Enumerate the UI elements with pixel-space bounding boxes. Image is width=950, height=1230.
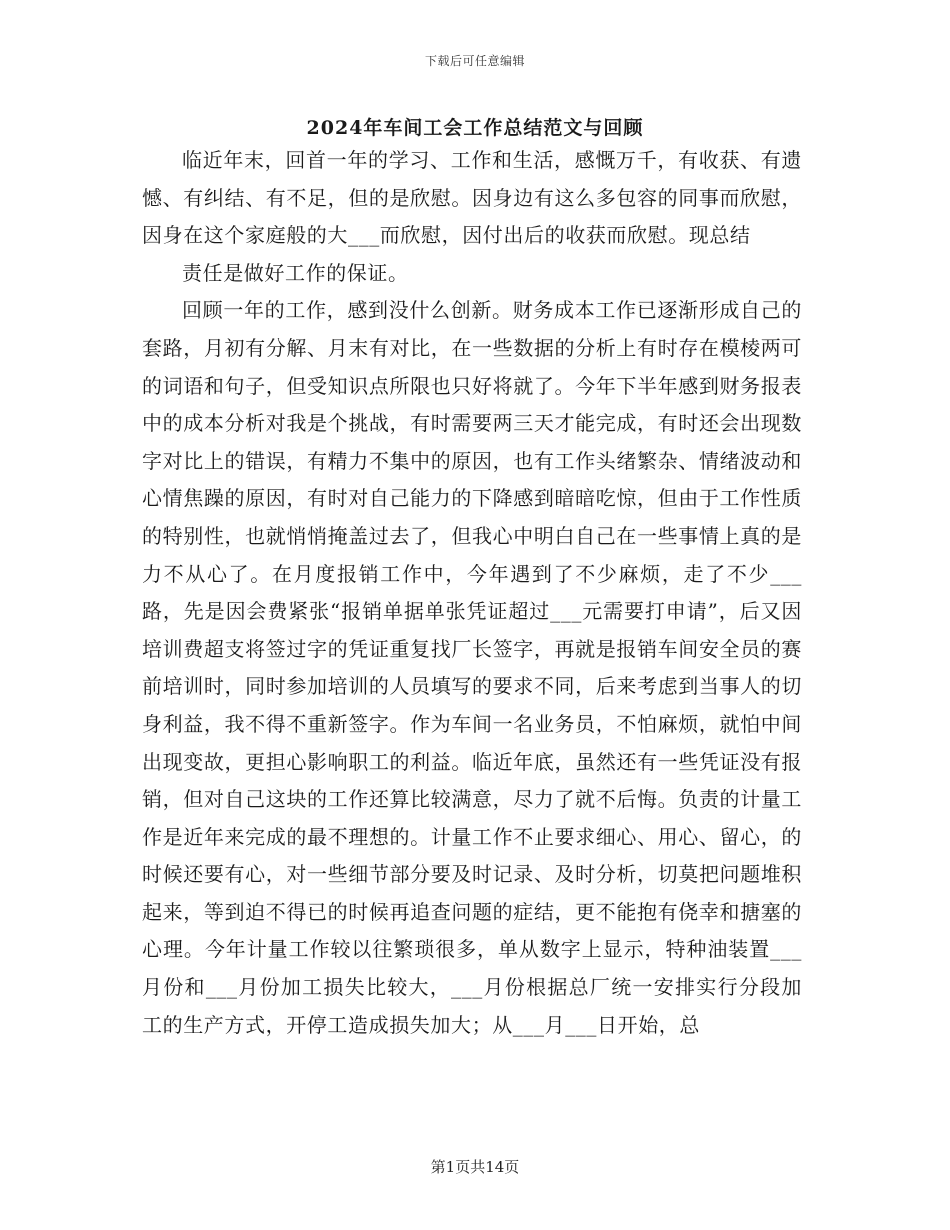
page-header: 下载后可任意编辑 [424,54,525,68]
paragraph-intro: 临近年末，回首一年的学习、工作和生活，感慨万千，有收获、有遗憾、有纠结、有不足，但的是欣慰。因身边有这么多包容的同事而欣慰，因身在这个家庭般的大___而欣慰，因付出后的收获而欣慰。现总结 [142,148,802,248]
paragraph-review: 回顾一年的工作，感到没什么创新。财务成本工作已逐渐形成自己的套路，月初有分解、月末有对比，在一些数据的分析上有时存在模棱两可的词语和句子，但受知识点所限也只好将就了。今年下半年感到财务报表中的成本分析对我是个挑战，有时需要两三天才能完成，有时还会出现数字对比上的错误，有精力不集中的原因，也有工作头绪繁杂、情绪波动和心情焦躁的原因，有时对自己能力的下降感到暗暗吃惊，但由于工作性质的特别性，也就悄悄掩盖过去了，但我心中明白自己在一些事情上真的是力不从心了。在月度报销工作中，今年遇到了不少麻烦，走了不少___路，先是因会费紧张“报销单据单张凭证超过___元需要打申请”，后又因培训费超支将签过字的凭证重复找厂长签字，再就是报销车间安全员的赛前培训时，同时参加培训的人员填写的要求不同，后来考虑到当事人的切身利益，我不得不重新签字。作为车间一名业务员，不怕麻烦，就怕中间出现变故，更担心影响职工的利益。临近年底，虽然还有一些凭证没有报销，但对自己这块的工作还算比较满意，尽力了就不后悔。负责的计量工作是近年来完成的最不理想的。计量工作不止要求细心、用心、留心，的时候还要有心，对一些细节部分要及时记录、及时分析，切莫把问题堆积起来，等到迫不得已的时候再追查问题的症结，更不能抱有侥幸和搪塞的心理。今年计量工作较以往繁琐很多，单从数字上显示，特种油装置___月份和___月份加工损失比较大，___月份根据总厂统一安排实行分段加工的生产方式，开停工造成损失加大；从___月___日开始，总 [142,298,802,1037]
document-body [142,142,802,1044]
page-number: 第1页共14页 [430,1158,520,1176]
document-title: 2024年车间工会工作总结范文与回顾 [306,117,644,139]
paragraph-responsibility: 责任是做好工作的保证。 [182,260,409,285]
